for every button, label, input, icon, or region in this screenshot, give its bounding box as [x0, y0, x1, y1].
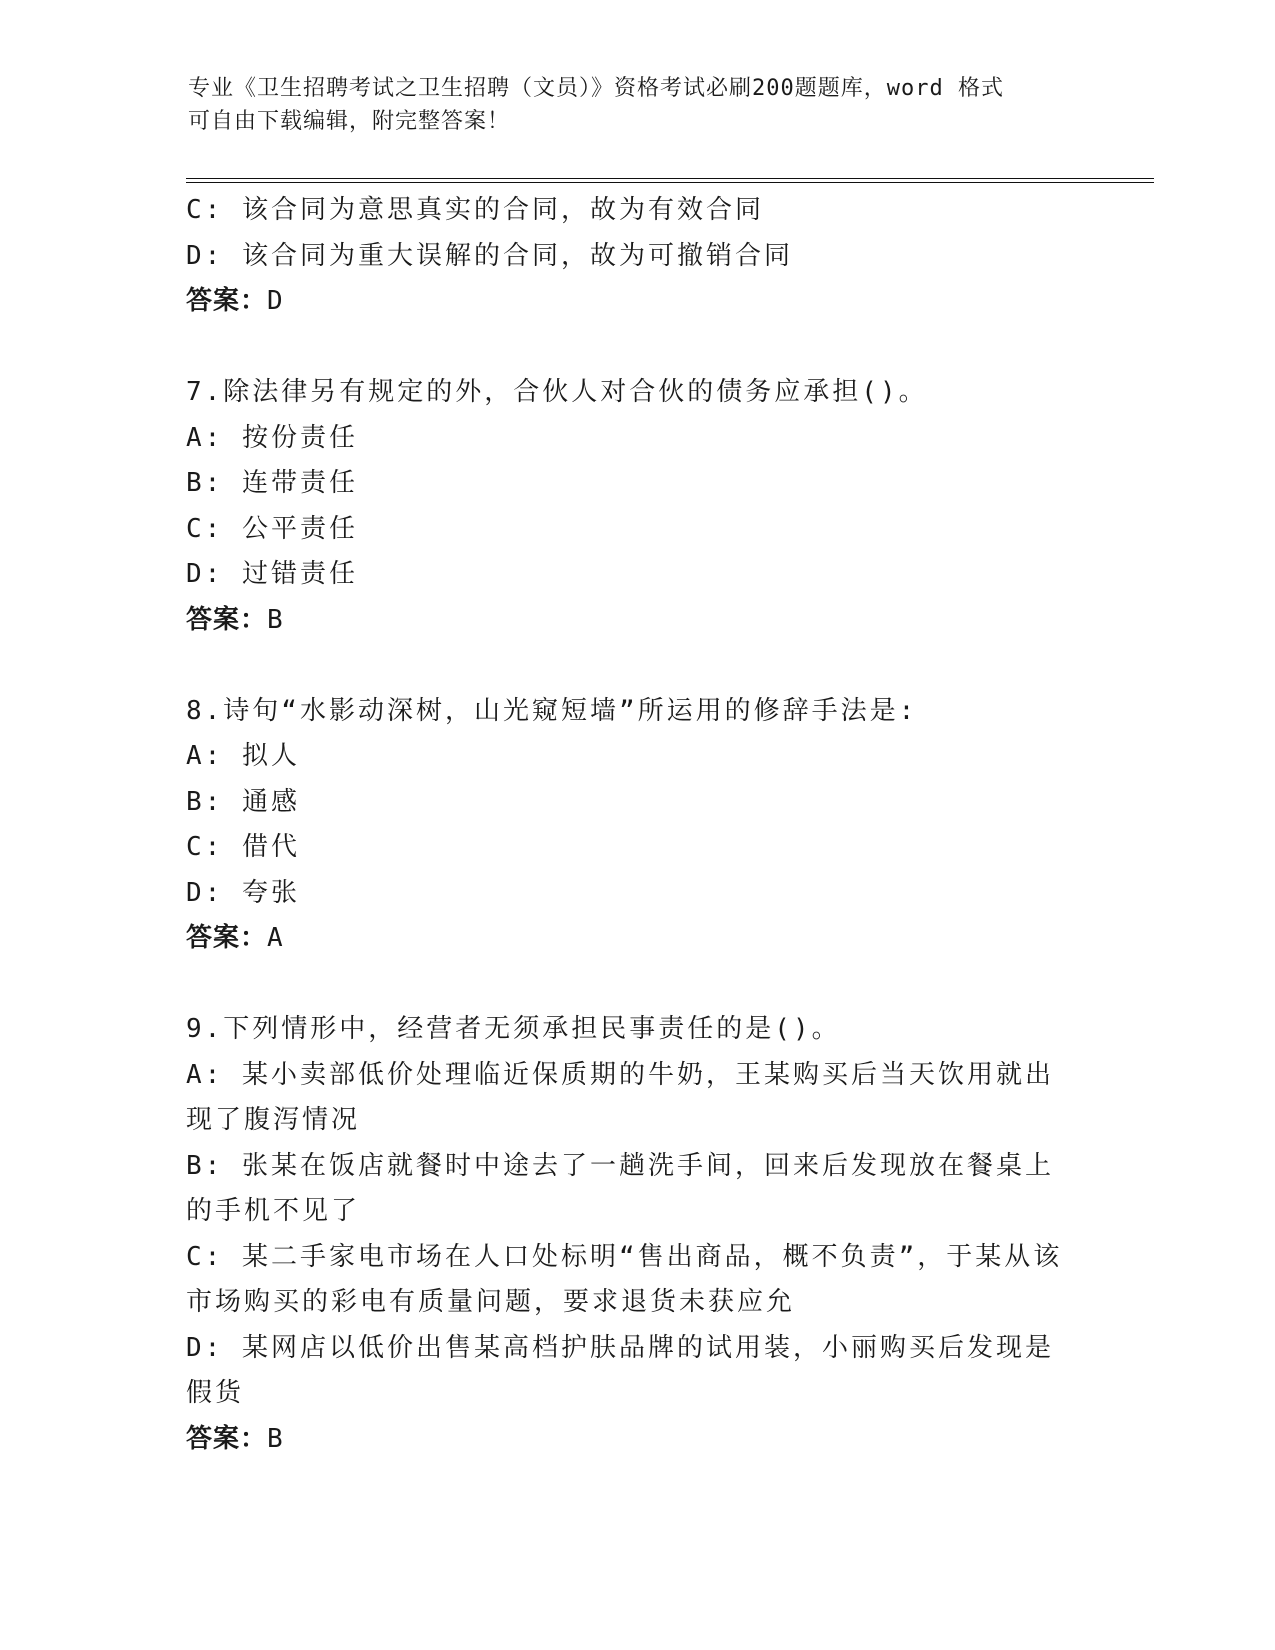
option-b: B: 通感: [186, 786, 300, 817]
header-line-1: 专业《卫生招聘考试之卫生招聘（文员）》资格考试必刷200题题库，word 格式: [188, 76, 1004, 101]
option-c: C: 该合同为意思真实的合同，故为有效合同: [186, 195, 764, 225]
option-d: D: 夸张: [186, 877, 300, 908]
spacer: [186, 643, 1086, 689]
option-c: C: 某二手家电市场在人口处标明“售出商品，概不负责”，于某从该市场购买的彩电有质量问题，要求退货未获应允: [186, 1241, 1063, 1317]
question-9: [186, 1007, 1086, 1462]
option-a: A: 拟人: [186, 741, 300, 771]
answer-line: [186, 279, 1086, 325]
question-stem: 7.除法律另有规定的外，合伙人对合伙的债务应承担()。: [186, 377, 928, 407]
question-8: [186, 689, 1086, 962]
option-a: A: 按份责任: [186, 422, 358, 453]
option-d: D: 该合同为重大误解的合同，故为可撤销合同: [186, 240, 793, 271]
answer-line: [186, 916, 1086, 962]
option-d: D: 某网店以低价出售某高档护肤品牌的试用装，小丽购买后发现是假货: [186, 1332, 1054, 1408]
option-d: D: 过错责任: [186, 559, 358, 589]
answer-label: 答案：: [186, 923, 268, 953]
option-c: C: 借代: [186, 832, 300, 862]
option-a: A: 某小卖部低价处理临近保质期的牛奶，王某购买后当天饮用就出现了腹泻情况: [186, 1059, 1054, 1135]
answer-label: 答案：: [186, 604, 268, 635]
question-stem: 8.诗句“水影动深树，山光窥短墙”所运用的修辞手法是:: [186, 695, 918, 726]
document-body: [186, 188, 1086, 1462]
answer-label: 答案：: [186, 286, 268, 316]
spacer: [186, 325, 1086, 371]
option-b: B: 连带责任: [186, 468, 358, 498]
option-b: B: 张某在饭店就餐时中途去了一趟洗手间，回来后发现放在餐桌上的手机不见了: [186, 1150, 1054, 1226]
question-stem: 9.下列情形中，经营者无须承担民事责任的是()。: [186, 1014, 841, 1044]
header-line-2: 可自由下载编辑，附完整答案！: [188, 109, 511, 134]
answer-value: B: [267, 1423, 284, 1454]
page-header: [188, 72, 1068, 138]
answer-value: A: [267, 923, 284, 953]
header-divider: [186, 178, 1154, 183]
answer-value: D: [267, 286, 284, 316]
question-6-tail: [186, 188, 1086, 325]
answer-line: [186, 598, 1086, 644]
answer-value: B: [267, 604, 284, 635]
answer-line: [186, 1417, 1086, 1463]
answer-label: 答案：: [186, 1423, 268, 1454]
question-7: [186, 370, 1086, 643]
spacer: [186, 962, 1086, 1008]
option-c: C: 公平责任: [186, 513, 358, 544]
